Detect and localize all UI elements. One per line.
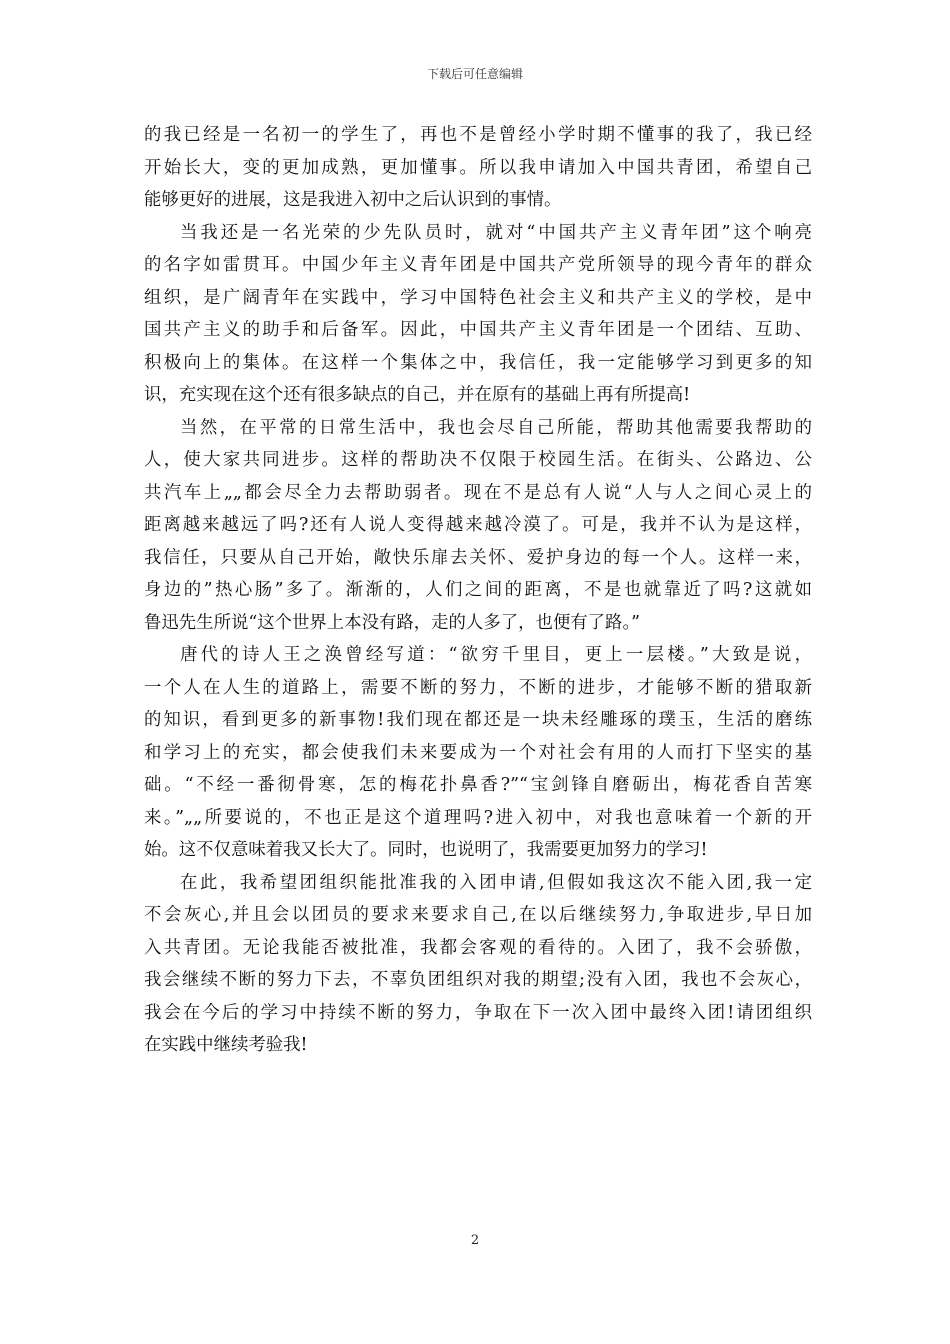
paragraph-1-line-2: 开始长大，变的更加成熟，更加懂事。所以我申请加入中国共青团，希望自己 bbox=[144, 157, 812, 178]
paragraph-3-line-3: 共汽车上„„都会尽全力去帮助弱者。现在不是总有人说“人与人之间心灵上的 bbox=[144, 482, 812, 503]
paragraph-3-line-6: 身边的”热心肠”多了。渐渐的，人们之间的距离，不是也就靠近了吗?这就如 bbox=[144, 580, 812, 600]
paragraph-5-line-4: 我会继续不断的努力下去，不辜负团组织对我的期望;没有入团，我也不会灰心， bbox=[144, 970, 812, 990]
paragraph-5-line-3: 入共青团。无论我能否被批准，我都会客观的看待的。入团了，我不会骄傲， bbox=[144, 937, 812, 958]
paragraph-3-line-4: 距离越来越远了吗?还有人说人变得越来越冷漠了。可是，我并不认为是这样， bbox=[144, 515, 812, 535]
paragraph-4-line-3: 的知识，看到更多的新事物!我们现在都还是一块未经雕琢的璞玉，生活的磨练 bbox=[144, 710, 812, 730]
page-number: 2 bbox=[470, 1233, 480, 1248]
paragraph-5-line-5: 我会在今后的学习中持续不断的努力，争取在下一次入团中最终入团!请团组织 bbox=[144, 1002, 812, 1023]
paragraph-4-line-5: 础。“不经一番彻骨寒，怎的梅花扑鼻香?”“宝剑锋自磨砺出，梅花香自苦寒 bbox=[144, 775, 812, 795]
document-body bbox=[144, 119, 812, 1062]
paragraph-2-line-5: 积极向上的集体。在这样一个集体之中，我信任，我一定能够学习到更多的知 bbox=[144, 352, 812, 373]
paragraph-5-line-2: 不会灰心,并且会以团员的要求来要求自己,在以后继续努力,争取进步,早日加 bbox=[144, 905, 812, 925]
paragraph-4-line-2: 一个人在人生的道路上，需要不断的努力，不断的进步，才能够不断的猎取新 bbox=[144, 677, 812, 698]
paragraph-3-line-7: 鲁迅先生所说“这个世界上本没有路，走的人多了，也便有了路。” bbox=[144, 612, 641, 633]
page-header: 下载后可任意编辑 bbox=[426, 67, 523, 81]
paragraph-2-line-4: 国共产主义的助手和后备军。因此，中国共产主义青年团是一个团结、互助、 bbox=[144, 320, 812, 340]
paragraph-3-line-1: 当然，在平常的日常生活中，我也会尽自己所能，帮助其他需要我帮助的 bbox=[180, 417, 812, 438]
paragraph-1-line-1: 的我已经是一名初一的学生了，再也不是曾经小学时期不懂事的我了，我已经 bbox=[144, 125, 812, 145]
paragraph-2-line-3: 组织，是广阔青年在实践中，学习中国特色社会主义和共产主义的学校，是中 bbox=[144, 287, 812, 308]
paragraph-3-line-2: 人，使大家共同进步。这样的帮助决不仅限于校园生活。在街头、公路边、公 bbox=[144, 450, 812, 470]
paragraph-4-line-6: 来。”„„所要说的，不也正是这个道理吗?进入初中，对我也意味着一个新的开 bbox=[144, 807, 812, 828]
paragraph-1-line-3: 能够更好的进展，这是我进入初中之后认识到的事情。 bbox=[144, 190, 562, 210]
paragraph-3-line-5: 我信任，只要从自己开始，敞快乐扉去关怀、爱护身边的每一个人。这样一来， bbox=[144, 547, 812, 568]
paragraph-4-line-1: 唐代的诗人王之涣曾经写道：“欲穷千里目，更上一层楼。”大致是说， bbox=[180, 645, 812, 665]
paragraph-2-line-1: 当我还是一名光荣的少先队员时，就对“中国共产主义青年团”这个响亮 bbox=[180, 222, 812, 243]
paragraph-2-line-6: 识，充实现在这个还有很多缺点的自己，并在原有的基础上再有所提高! bbox=[144, 385, 691, 405]
paragraph-4-line-7: 始。这不仅意味着我又长大了。同时，也说明了，我需要更加努力的学习! bbox=[144, 840, 708, 860]
paragraph-5-line-6: 在实践中继续考验我! bbox=[144, 1035, 308, 1055]
paragraph-4-line-4: 和学习上的充实，都会使我们未来要成为一个对社会有用的人而打下坚实的基 bbox=[144, 742, 812, 763]
paragraph-2-line-2: 的名字如雷贯耳。中国少年主义青年团是中国共产党所领导的现今青年的群众 bbox=[144, 255, 812, 275]
paragraph-5-line-1: 在此，我希望团组织能批准我的入团申请,但假如我这次不能入团,我一定 bbox=[180, 872, 812, 893]
